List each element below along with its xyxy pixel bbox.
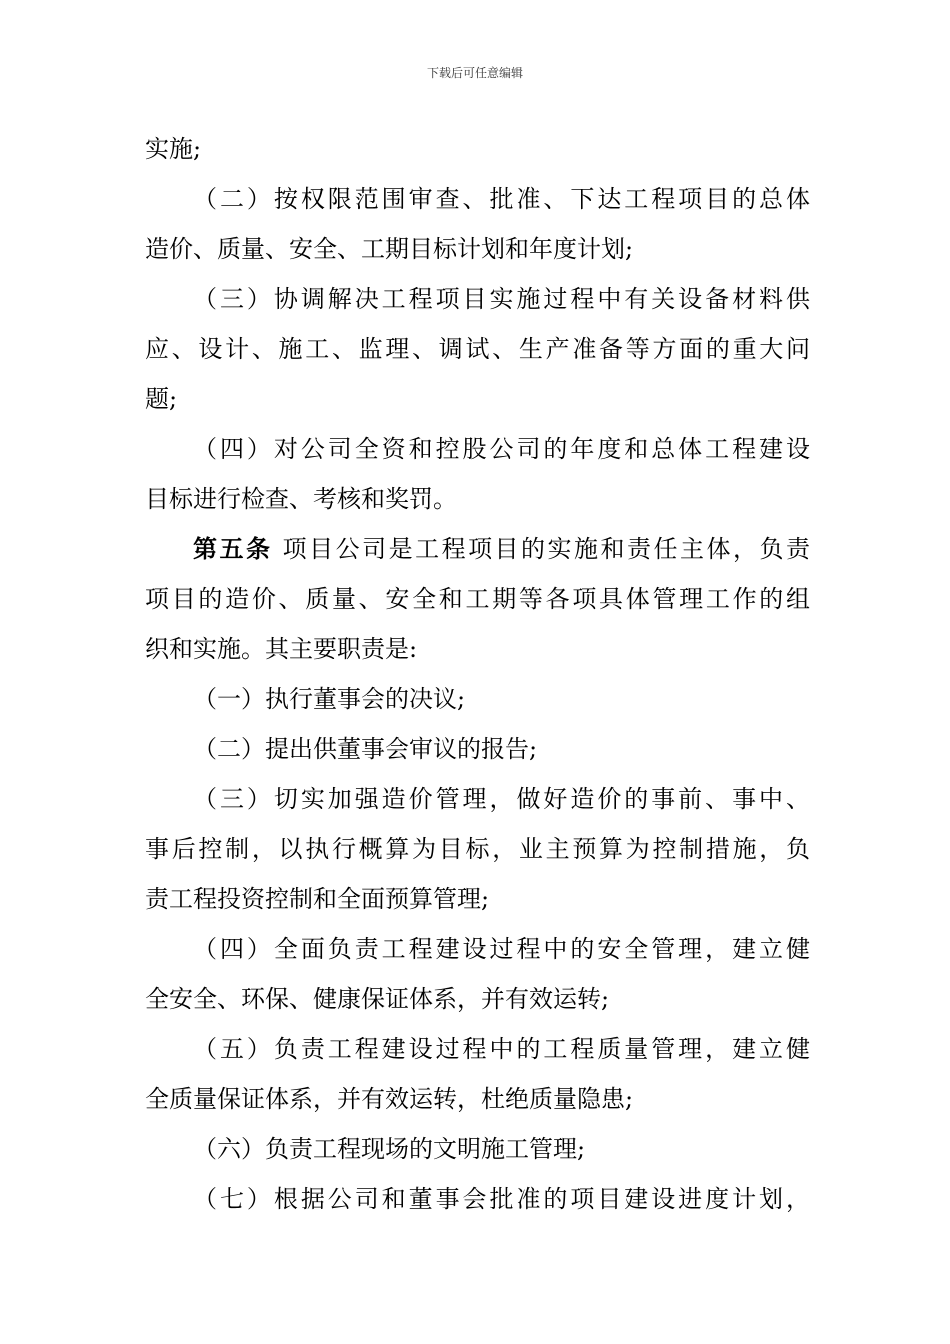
- text-line: （三）协调解决工程项目实施过程中有关设备材料供: [193, 285, 810, 313]
- text-line: （四）对公司全资和控股公司的年度和总体工程建设: [193, 435, 810, 463]
- text-line: （六）负责工程现场的文明施工管理;: [193, 1135, 586, 1163]
- article-line: [145, 524, 810, 574]
- text-line: 责工程投资控制和全面预算管理;: [145, 885, 490, 913]
- text-line: 实施;: [145, 135, 202, 163]
- text-line: 全安全、环保、健康保证体系，并有效运转;: [145, 985, 610, 1013]
- article-title: 第五条: [193, 534, 273, 563]
- text-line: （五）负责工程建设过程中的工程质量管理，建立健: [193, 1035, 810, 1063]
- document-body: [145, 124, 810, 1224]
- text-line: 题;: [145, 385, 178, 413]
- text-line: （三）切实加强造价管理，做好造价的事前、事中、: [193, 785, 810, 813]
- article-text: 项目公司是工程项目的实施和责任主体，负责: [282, 535, 810, 563]
- text-line: 事后控制，以执行概算为目标，业主预算为控制措施，负: [145, 835, 810, 863]
- text-line: 目标进行检查、考核和奖罚。: [145, 485, 457, 513]
- text-line: 应、设计、施工、监理、调试、生产准备等方面的重大问: [145, 335, 810, 363]
- text-line: （二）提出供董事会审议的报告;: [193, 735, 538, 763]
- text-line: （一）执行董事会的决议;: [193, 685, 466, 713]
- text-line: （七）根据公司和董事会批准的项目建设进度计划，: [193, 1185, 810, 1213]
- text-line: （四）全面负责工程建设过程中的安全管理，建立健: [193, 935, 810, 963]
- page-header: 下载后可任意编辑: [426, 66, 523, 80]
- text-line: 织和实施。其主要职责是:: [145, 635, 418, 663]
- text-line: 全质量保证体系，并有效运转，杜绝质量隐患;: [145, 1085, 634, 1113]
- text-line: （二）按权限范围审查、批准、下达工程项目的总体: [193, 185, 810, 213]
- text-line: 造价、质量、安全、工期目标计划和年度计划;: [145, 235, 634, 263]
- text-line: 项目的造价、质量、安全和工期等各项具体管理工作的组: [145, 585, 810, 613]
